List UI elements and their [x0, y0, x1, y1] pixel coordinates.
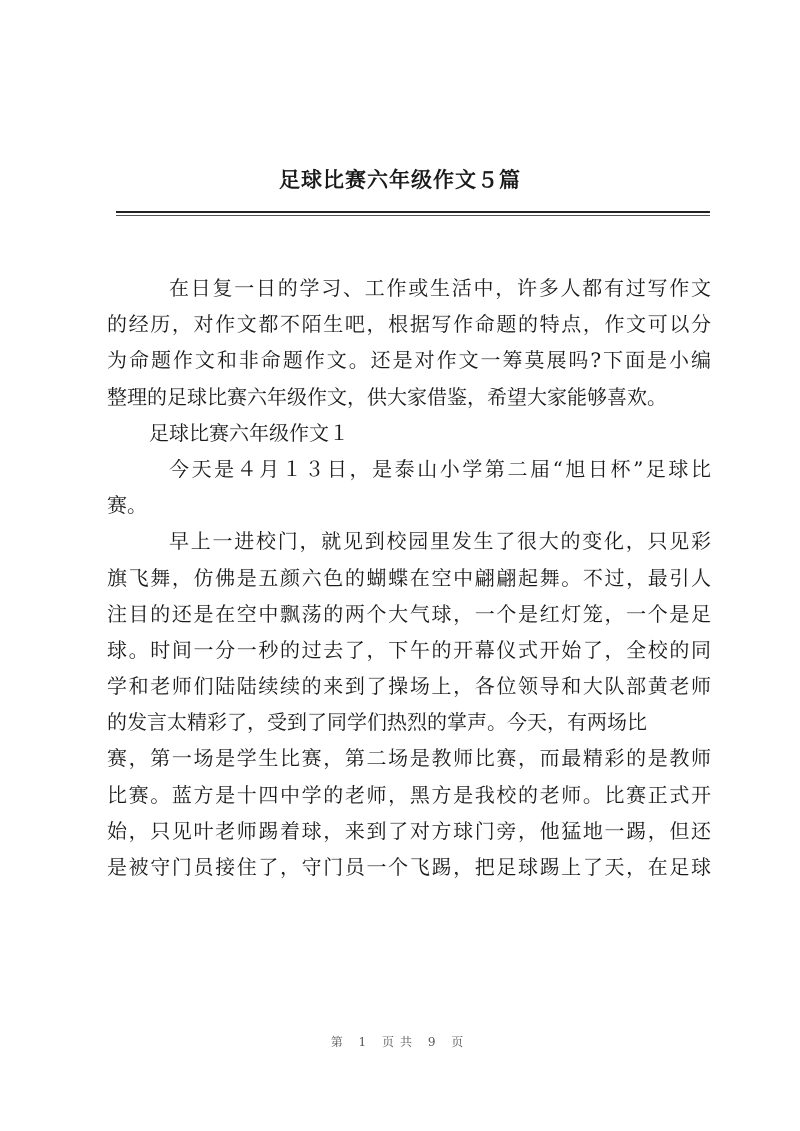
body-line: 为命题作文和非命题作文。还是对作文一筹莫展吗?下面是小编 — [107, 348, 711, 373]
title-divider — [116, 211, 710, 213]
page-footer: 第 1 页共 9 页 — [330, 1035, 470, 1049]
document-body — [107, 270, 711, 885]
body-line: 的发言太精彩了，受到了同学们热烈的掌声。今天，有两场比 — [107, 710, 647, 735]
body-line: 今天是４月１３日，是泰山小学第二届“旭日杯”足球比 — [169, 456, 711, 481]
body-line: 赛。 — [107, 493, 147, 518]
body-line: 在日复一日的学习、工作或生活中，许多人都有过写作文 — [169, 276, 711, 300]
body-line: 整理的足球比赛六年级作文，供大家借鉴，希望大家能够喜欢。 — [107, 384, 667, 409]
body-line: 注目的还是在空中飘荡的两个大气球，一个是红灯笼，一个是足 — [107, 601, 711, 626]
body-line: 的经历，对作文都不陌生吧，根据写作命题的特点，作文可以分 — [107, 312, 711, 337]
body-line: 球。时间一分一秒的过去了，下午的开幕仪式开始了，全校的同 — [107, 637, 711, 662]
body-line: 始，只见叶老师踢着球，来到了对方球门旁，他猛地一踢，但还 — [107, 818, 711, 843]
body-line: 旗飞舞，仿佛是五颜六色的蝴蝶在空中翩翩起舞。不过，最引人 — [107, 565, 711, 590]
page-title: 足球比赛六年级作文５篇 — [279, 167, 521, 192]
body-line: 是被守门员接住了，守门员一个飞踢，把足球踢上了天，在足球 — [107, 855, 711, 879]
body-line: 赛，第一场是学生比赛，第二场是教师比赛，而最精彩的是教师 — [107, 746, 711, 771]
title-divider-thin — [116, 215, 710, 216]
section-heading: 足球比赛六年级作文１ — [149, 420, 349, 445]
body-line: 学和老师们陆陆续续的来到了操场上，各位领导和大队部黄老师 — [107, 674, 711, 699]
body-line: 早上一进校门，就见到校园里发生了很大的变化，只见彩 — [169, 529, 711, 554]
body-line: 比赛。蓝方是十四中学的老师，黑方是我校的老师。比赛正式开 — [107, 782, 711, 807]
